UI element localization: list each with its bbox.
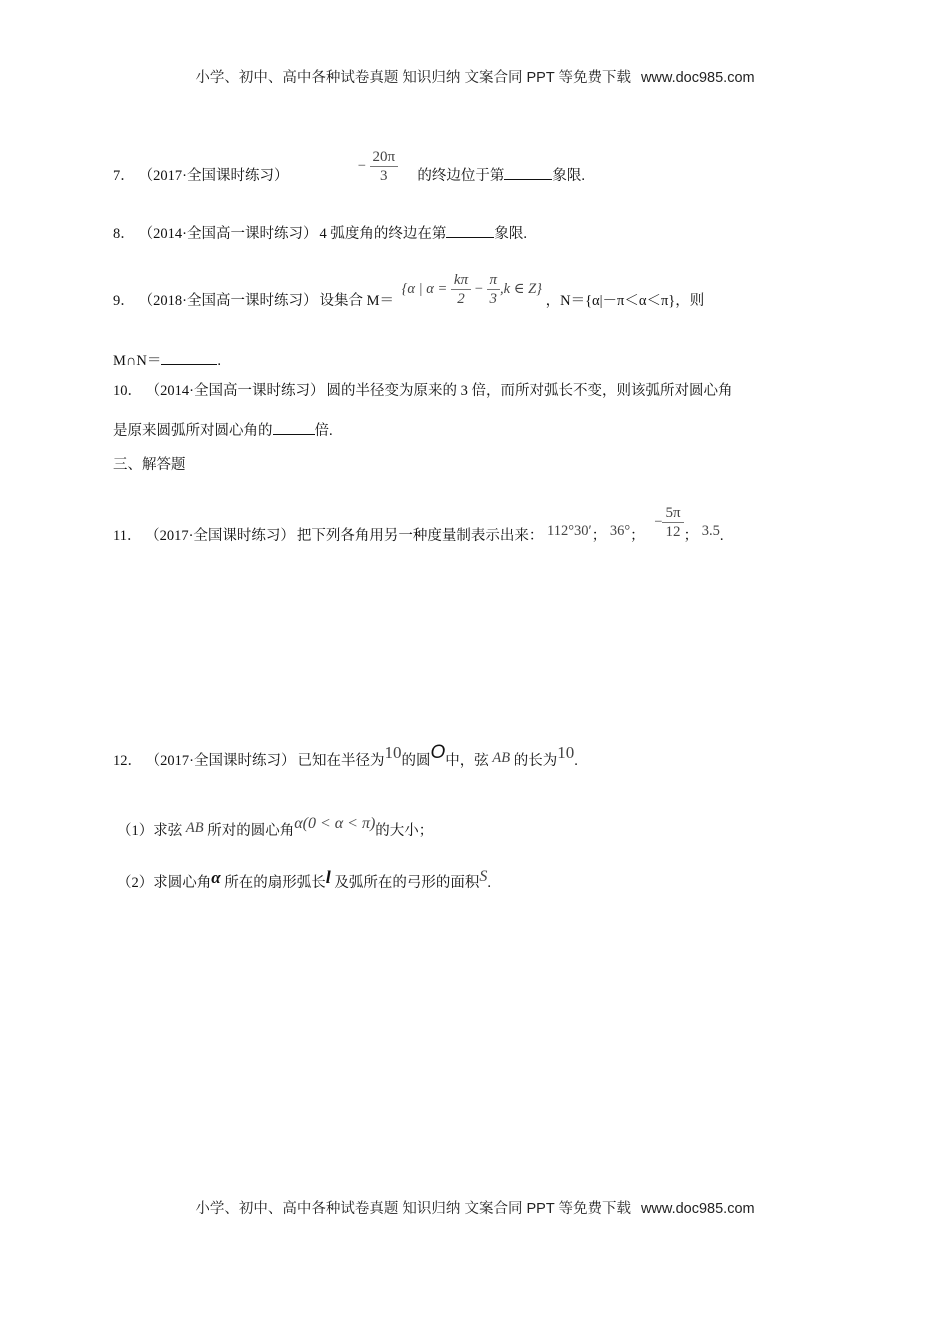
question-12-part-1: （1）求弦 AB 所对的圆心角α(0 < α < π)的大小； (117, 815, 434, 839)
angle-4: 3.5 (701, 522, 720, 539)
math-sign: − (357, 157, 366, 174)
question-text: 圆的半径变为原来的 3 倍，而所对弧长不变，则该弧所对圆心角 (326, 383, 733, 399)
question-12: 12． （2017·全国课时练习） 已知在半径为10的圆O中，弦 AB 的长为10. (113, 742, 578, 769)
question-source: （2014·全国高一课时练习） (138, 226, 318, 242)
chord-length: 10 (557, 743, 575, 762)
page-footer (0, 1197, 950, 1218)
circle-label: O (430, 742, 446, 763)
question-7: 7． （2017·全国课时练习） − $\frac{20\pi}{3}$ 的终边位于第 象限. (113, 149, 585, 184)
answer-blank[interactable] (446, 223, 494, 238)
angle-3-fraction: $\frac{5\pi}{12}$ (662, 504, 683, 541)
angle-3-sign: − (654, 513, 663, 530)
chord-label: AB (492, 750, 511, 766)
answer-blank[interactable] (161, 350, 217, 365)
page-header (0, 66, 950, 87)
angle-2: 36° (609, 522, 631, 539)
question-source: （2018·全国高一课时练习） (138, 292, 318, 309)
question-source: （2017·全国课时练习） (138, 167, 289, 184)
question-text: 的终边位于第 (417, 167, 505, 184)
alpha-range: α(0 < α < π) (294, 815, 376, 832)
fraction-20pi-over-3: $\frac{20\pi}{3}$ (370, 148, 399, 185)
arc-length-symbol: l (325, 867, 331, 887)
question-10 (113, 381, 732, 401)
footer-text: 小学、初中、高中各种试卷真题 知识归纳 文案合同 PPT 等免费下载 (195, 1201, 631, 1217)
header-url[interactable]: www.doc985.com (640, 70, 755, 86)
question-9-line2: M∩N＝ . (113, 350, 221, 371)
radius-value: 10 (384, 743, 402, 762)
section-title: 三、解答题 (113, 457, 186, 473)
question-text: 4 弧度角的终边在第 (319, 226, 447, 242)
question-text: 设集合 M＝ (319, 292, 394, 309)
question-10-line2: 是原来圆弧所对圆心角的 倍. (113, 420, 333, 441)
question-number: 12． (113, 753, 142, 769)
area-symbol: S (479, 868, 488, 885)
question-11: 11． （2017·全国课时练习） 把下列各角用另一种度量制表示出来： 112°30′； 36°； − $\frac{5\pi}{12}$ ； 3.5. (113, 505, 724, 544)
set-N-text: ，N＝{α|－π＜α＜π}，则 (545, 292, 705, 309)
question-number: 10． (113, 383, 142, 399)
chord-label: AB (185, 820, 204, 836)
question-number: 8． (113, 226, 135, 242)
footer-url[interactable]: www.doc985.com (640, 1201, 755, 1217)
header-text: 小学、初中、高中各种试卷真题 知识归纳 文案合同 PPT 等免费下载 (195, 70, 631, 86)
question-source: （2014·全国高一课时练习） (145, 383, 325, 399)
question-source: （2017·全国课时练习） (145, 753, 296, 769)
question-9 (113, 272, 705, 320)
answer-blank[interactable] (504, 165, 552, 180)
angle-1: 112°30′ (547, 522, 592, 539)
question-number: 7． (113, 167, 135, 184)
question-12-part-2: （2）求圆心角α 所在的扇形弧长l 及弧所在的弓形的面积S. (117, 867, 492, 891)
alpha-symbol: α (211, 868, 221, 887)
answer-blank[interactable] (273, 420, 315, 435)
question-number: 11． (113, 527, 142, 544)
set-M-math: {α | α = $\frac{k\pi}{2}$ − $\frac{\pi}{3}$ ,k ∈ Z} (401, 272, 542, 307)
question-8: 8． （2014·全国高一课时练习） 4 弧度角的终边在第 象限. (113, 223, 527, 244)
question-number: 9． (113, 292, 135, 309)
question-text: 把下列各角用另一种度量制表示出来： (296, 527, 544, 544)
question-source: （2017·全国课时练习） (145, 527, 295, 544)
